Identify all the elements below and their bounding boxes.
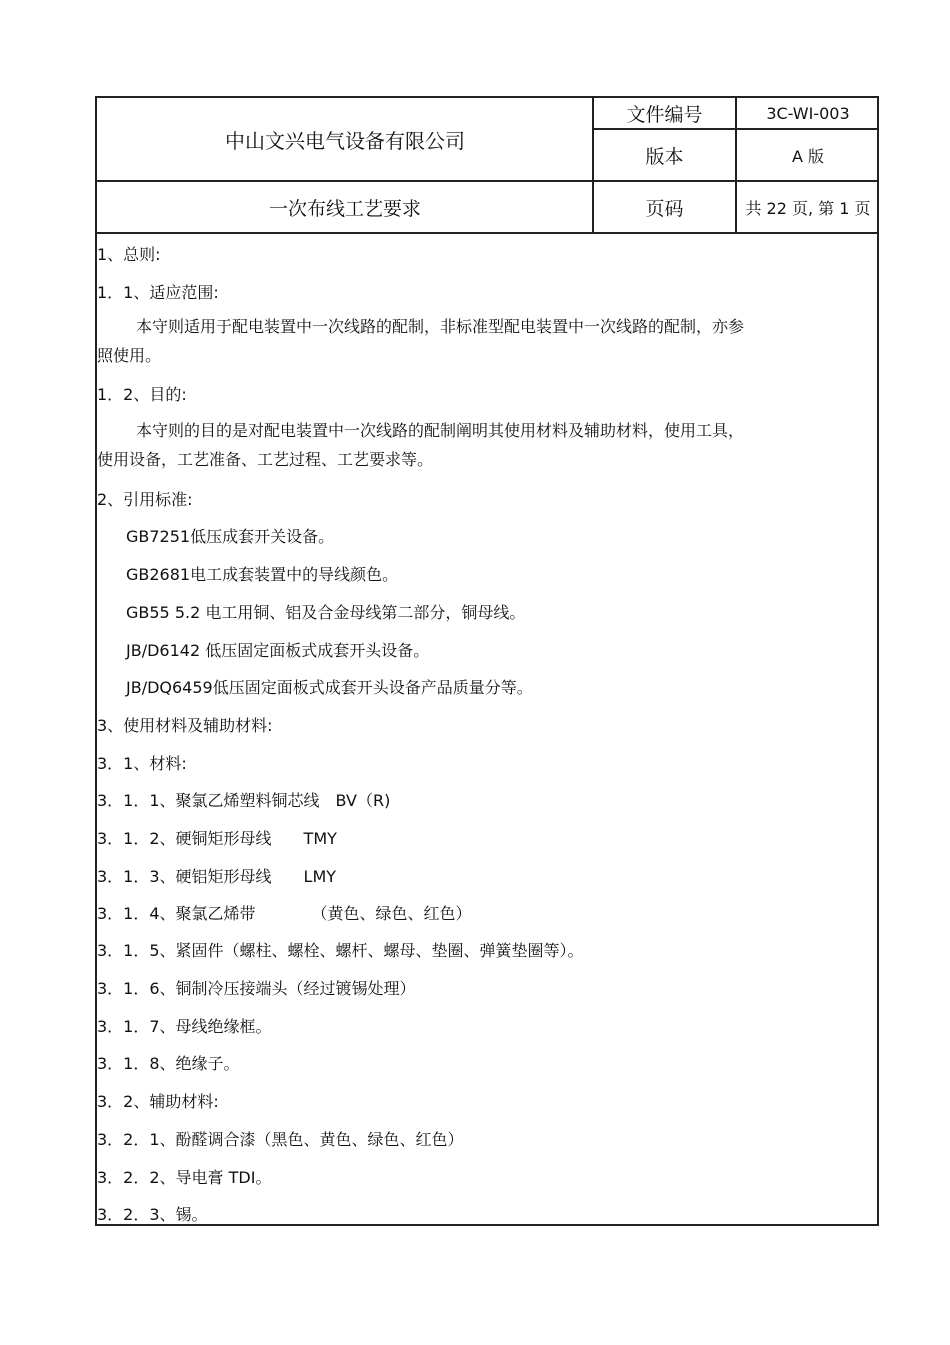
page-value: 共 22 页, 第 1 页 bbox=[745, 198, 871, 218]
material-item: 3．1．3、硬铝矩形母线 LMY bbox=[97, 867, 337, 886]
file-no-value: 3C-WI-003 bbox=[766, 103, 850, 123]
material-item: 3．1．4、聚氯乙烯带 （黄色、绿色、红色） bbox=[97, 904, 472, 923]
section-general: 1、总则: bbox=[97, 245, 161, 264]
material-item: 3．1．6、铜制冷压接端头（经过镀锡处理） bbox=[97, 979, 416, 998]
purpose-paragraph-line-1: 本守则的目的是对配电装置中一次线路的配制阐明其使用材料及辅助材料，使用工具， bbox=[136, 421, 745, 440]
section-purpose: 1．2、目的: bbox=[97, 385, 187, 404]
section-materials: 3、使用材料及辅助材料: bbox=[97, 716, 273, 735]
section-standards: 2、引用标准: bbox=[97, 490, 193, 509]
page-label: 页码 bbox=[645, 197, 684, 220]
company-name: 中山文兴电气设备有限公司 bbox=[225, 128, 465, 153]
material-item: 3．1．1、聚氯乙烯塑料铜芯线 BV（R) bbox=[97, 791, 391, 810]
auxiliary-item: 3．2．1、酚醛调合漆（黑色、黄色、绿色、红色） bbox=[97, 1130, 464, 1149]
standard-item: JB/DQ6459低压固定面板式成套开头设备产品质量分等。 bbox=[126, 678, 533, 697]
scope-paragraph-line-1: 本守则适用于配电装置中一次线路的配制，非标准型配电装置中一次线路的配制，亦参 bbox=[136, 317, 745, 336]
auxiliary-item: 3．2．3、锡。 bbox=[97, 1205, 208, 1224]
standard-item: GB7251低压成套开关设备。 bbox=[126, 527, 335, 546]
standard-item: GB2681电工成套装置中的导线颜色。 bbox=[126, 565, 399, 584]
material-item: 3．1．8、绝缘子。 bbox=[97, 1054, 240, 1073]
auxiliary-item: 3．2．2、导电膏 TDI。 bbox=[97, 1168, 272, 1187]
scope-paragraph-line-2: 照使用。 bbox=[97, 346, 162, 365]
header-bottom-line bbox=[95, 232, 879, 234]
document-title: 一次布线工艺要求 bbox=[268, 197, 421, 220]
subsection-auxiliary: 3．2、辅助材料: bbox=[97, 1092, 219, 1111]
subsection-materials: 3．1、材料: bbox=[97, 754, 187, 773]
section-scope: 1．1、适应范围: bbox=[97, 283, 219, 302]
file-no-label: 文件编号 bbox=[626, 103, 703, 126]
material-item: 3．1．5、紧固件（螺柱、螺栓、螺杆、螺母、垫圈、弹簧垫圈等）。 bbox=[97, 941, 584, 960]
material-item: 3．1．7、母线绝缘框。 bbox=[97, 1017, 272, 1036]
version-label: 版本 bbox=[645, 145, 684, 168]
material-item: 3．1．2、硬铜矩形母线 TMY bbox=[97, 829, 337, 848]
standard-item: JB/D6142 低压固定面板式成套开头设备。 bbox=[126, 641, 430, 660]
purpose-paragraph-line-2: 使用设备，工艺准备、工艺过程、工艺要求等。 bbox=[97, 450, 434, 469]
standard-item: GB55 5.2 电工用铜、铝及合金母线第二部分，铜母线。 bbox=[126, 603, 526, 622]
version-value: A 版 bbox=[791, 146, 825, 166]
